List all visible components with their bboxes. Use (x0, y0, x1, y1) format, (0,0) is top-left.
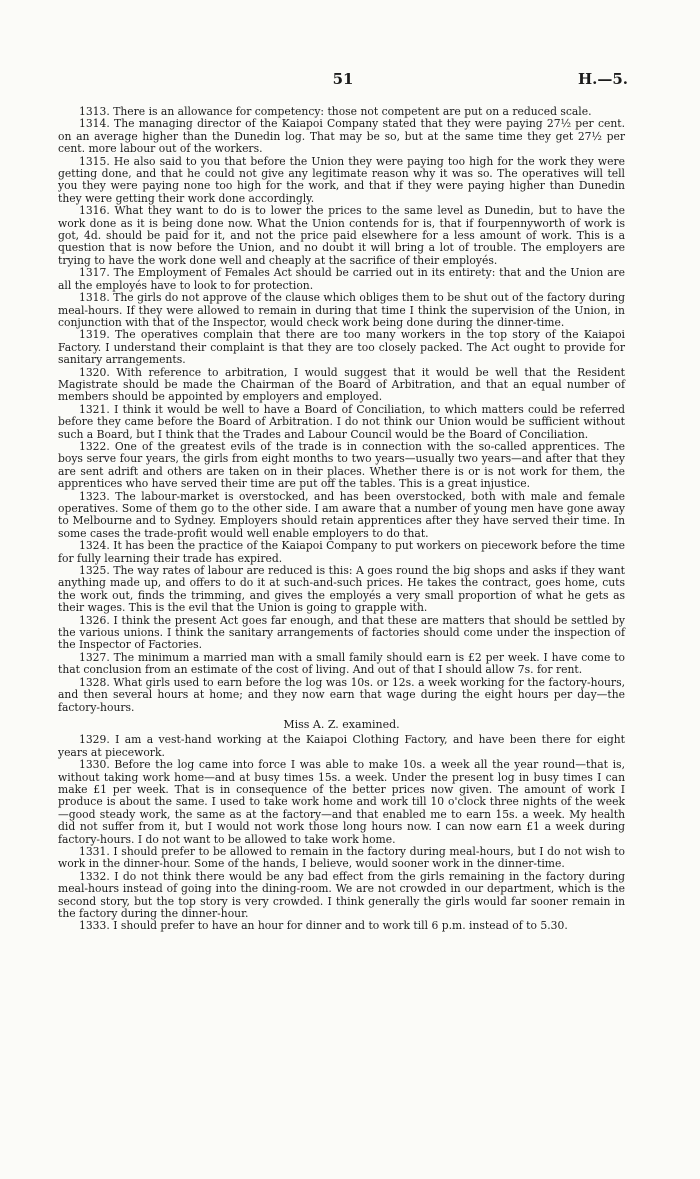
paragraph-1325: 1325. The way rates of labour are reduced is this: A goes round the big shops and asks if they want anything made up, and offers to do it at such-and-such prices. He takes the contract, goes home, cuts the work out, finds the trimming, and gives the employés a very small proportion of what he gets as their wages. This is the evil that the Union is going to grapple with. (58, 564, 625, 615)
paragraph-1314: 1314. The managing director of the Kaiapoi Company stated that they were paying 27½ per cent. on an average higher than the Dunedin log. That may be so, but at the same time they get 27½ per cent. more labour out of the workers. (58, 117, 625, 156)
page-header (58, 70, 628, 92)
paragraph-1329: 1329. I am a vest-hand working at the Kaiapoi Clothing Factory, and have been there for eight years at piecework. (58, 733, 625, 759)
paragraph-1333: 1333. I should prefer to have an hour for dinner and to work till 6 p.m. instead of to 5.30. (79, 919, 568, 933)
paragraph-1326: 1326. I think the present Act goes far enough, and that these are matters that should be settled by the various unions. I think the sanitary arrangements of factories should come under the inspection of the Inspector of Factories. (58, 613, 625, 652)
paragraph-1315: 1315. He also said to you that before the Union they were paying too high for the work they were getting done, and that he could not give any legitimate reason why it was so. The operatives will tell you they were paying none too high for the work, and that if they were paying higher than Dunedin they were getting their work done accordingly. (58, 154, 625, 205)
paragraph-1321: 1321. I think it would be well to have a Board of Conciliation, to which matters could be referred before they came before the Board of Arbitration. I do not think our Union would be sufficient without such a Board, but I think that the Trades and Labour Council would be the Board of Conciliation. (58, 402, 625, 441)
paragraph-1330: 1330. Before the log came into force I was able to make 10s. a week all the year round—that is, without taking work home—and at busy times 15s. a week. Under the present log in busy times I can make £1 per week. That is in consequence of the better prices now given. The amount of work I produce is about the same. I used to take work home and work till 10 o'clock three nights of the week—good steady work, the same as at the factory—and that enabled me to earn 15s. a week. My health did not suffer from it, but I would not work those long hours now. I can now earn £1 a week during factory-hours. I do not want to be allowed to take work home. (58, 758, 625, 846)
paragraph-1332: 1332. I do not think there would be any bad effect from the girls remaining in the factory during meal-hours instead of going into the dining-room. We are not crowded in our department, which is the second story, but the top story is very crowded. I think generally the girls would far sooner remain in the factory during the dinner-hour. (58, 869, 625, 920)
paragraph-1327: 1327. The minimum a married man with a small family should earn is £2 per week. I have come to that conclusion from an estimate of the cost of living. And out of that I should allow 7s. for rent. (58, 650, 625, 677)
paragraph-1317: 1317. The Employment of Females Act should be carried out in its entirety: that and the Union are all the employés have to look to for protection. (58, 266, 625, 292)
paragraph-1331: 1331. I should prefer to be allowed to remain in the factory during meal-hours, but I do not wish to work in the dinner-hour. Some of the hands, I believe, would sooner work in the dinner-time. (58, 844, 625, 871)
paragraph-1319: 1319. The operatives complain that there are too many workers in the top story of the Kaiapoi Factory. I understand their complaint is that they are too closely packed. The Act ought to provide for sanitary arrangements. (58, 328, 625, 367)
paragraph-1320: 1320. With reference to arbitration, I would suggest that it would be well that the Resident Magistrate should be made the Chairman of the Board of Arbitration, and that an equal number of members should be appointed by employers and employed. (58, 365, 625, 404)
paragraph-1316: 1316. What they want to do is to lower the prices to the same level as Dunedin, but to have the work done as it is being done now. What the Union contends for is, that if fourpennyworth of work is got, 4d. should be paid for it, and not the price paid elsewhere for a less amount of work. This is a question that is now before the Union, and no doubt it will bring a lot of trouble. The employers are trying to have the work done well and cheaply at the sacrifice of their employés. (58, 204, 625, 267)
paragraph-1328: 1328. What girls used to earn before the log was 10s. or 12s. a week working for the factory-hours, and then several hours at home; and they now earn that wage during the eight hours per day—the factory-hours. (58, 675, 625, 714)
paragraph-1323: 1323. The labour-market is overstocked, and has been overstocked, both with male and female operatives. Some of them go to the other side. I am aware that a number of young men have gone away to Melbourne and to Sydney. Employers should retain apprentices after they have served their time. In some cases the trade-profit would well enable employers to do that. (58, 489, 625, 540)
document-reference: H.—5. (577, 70, 628, 88)
paragraph-1318: 1318. The girls do not approve of the clause which obliges them to be shut out of the factory during meal-hours. If they were allowed to remain in during that time I think the supervision of the Union, in conjunction with that of the Inspector, would check work being done during the dinner-time. (58, 291, 625, 329)
paragraph-1324: 1324. It has been the practice of the Kaiapoi Company to put workers on piecework before the time for fully learning their trade has expired. (58, 539, 625, 565)
body-text (58, 106, 625, 933)
section-heading: Miss A. Z. examined. (283, 717, 400, 731)
paragraph-1322: 1322. One of the greatest evils of the trade is in connection with the so-called apprentices. The boys serve four years, the girls from eight months to two years—usually two years—and after that they are sent adrift and others are taken on in their places. Whether there is or is not work for them, the apprentices who have served their time are put off the tables. This is a great injustice. (58, 439, 625, 491)
page-number: 51 (332, 70, 354, 88)
paragraph-1313: 1313. There is an allowance for competency: those not competent are put on a reduced scale. (79, 105, 592, 118)
